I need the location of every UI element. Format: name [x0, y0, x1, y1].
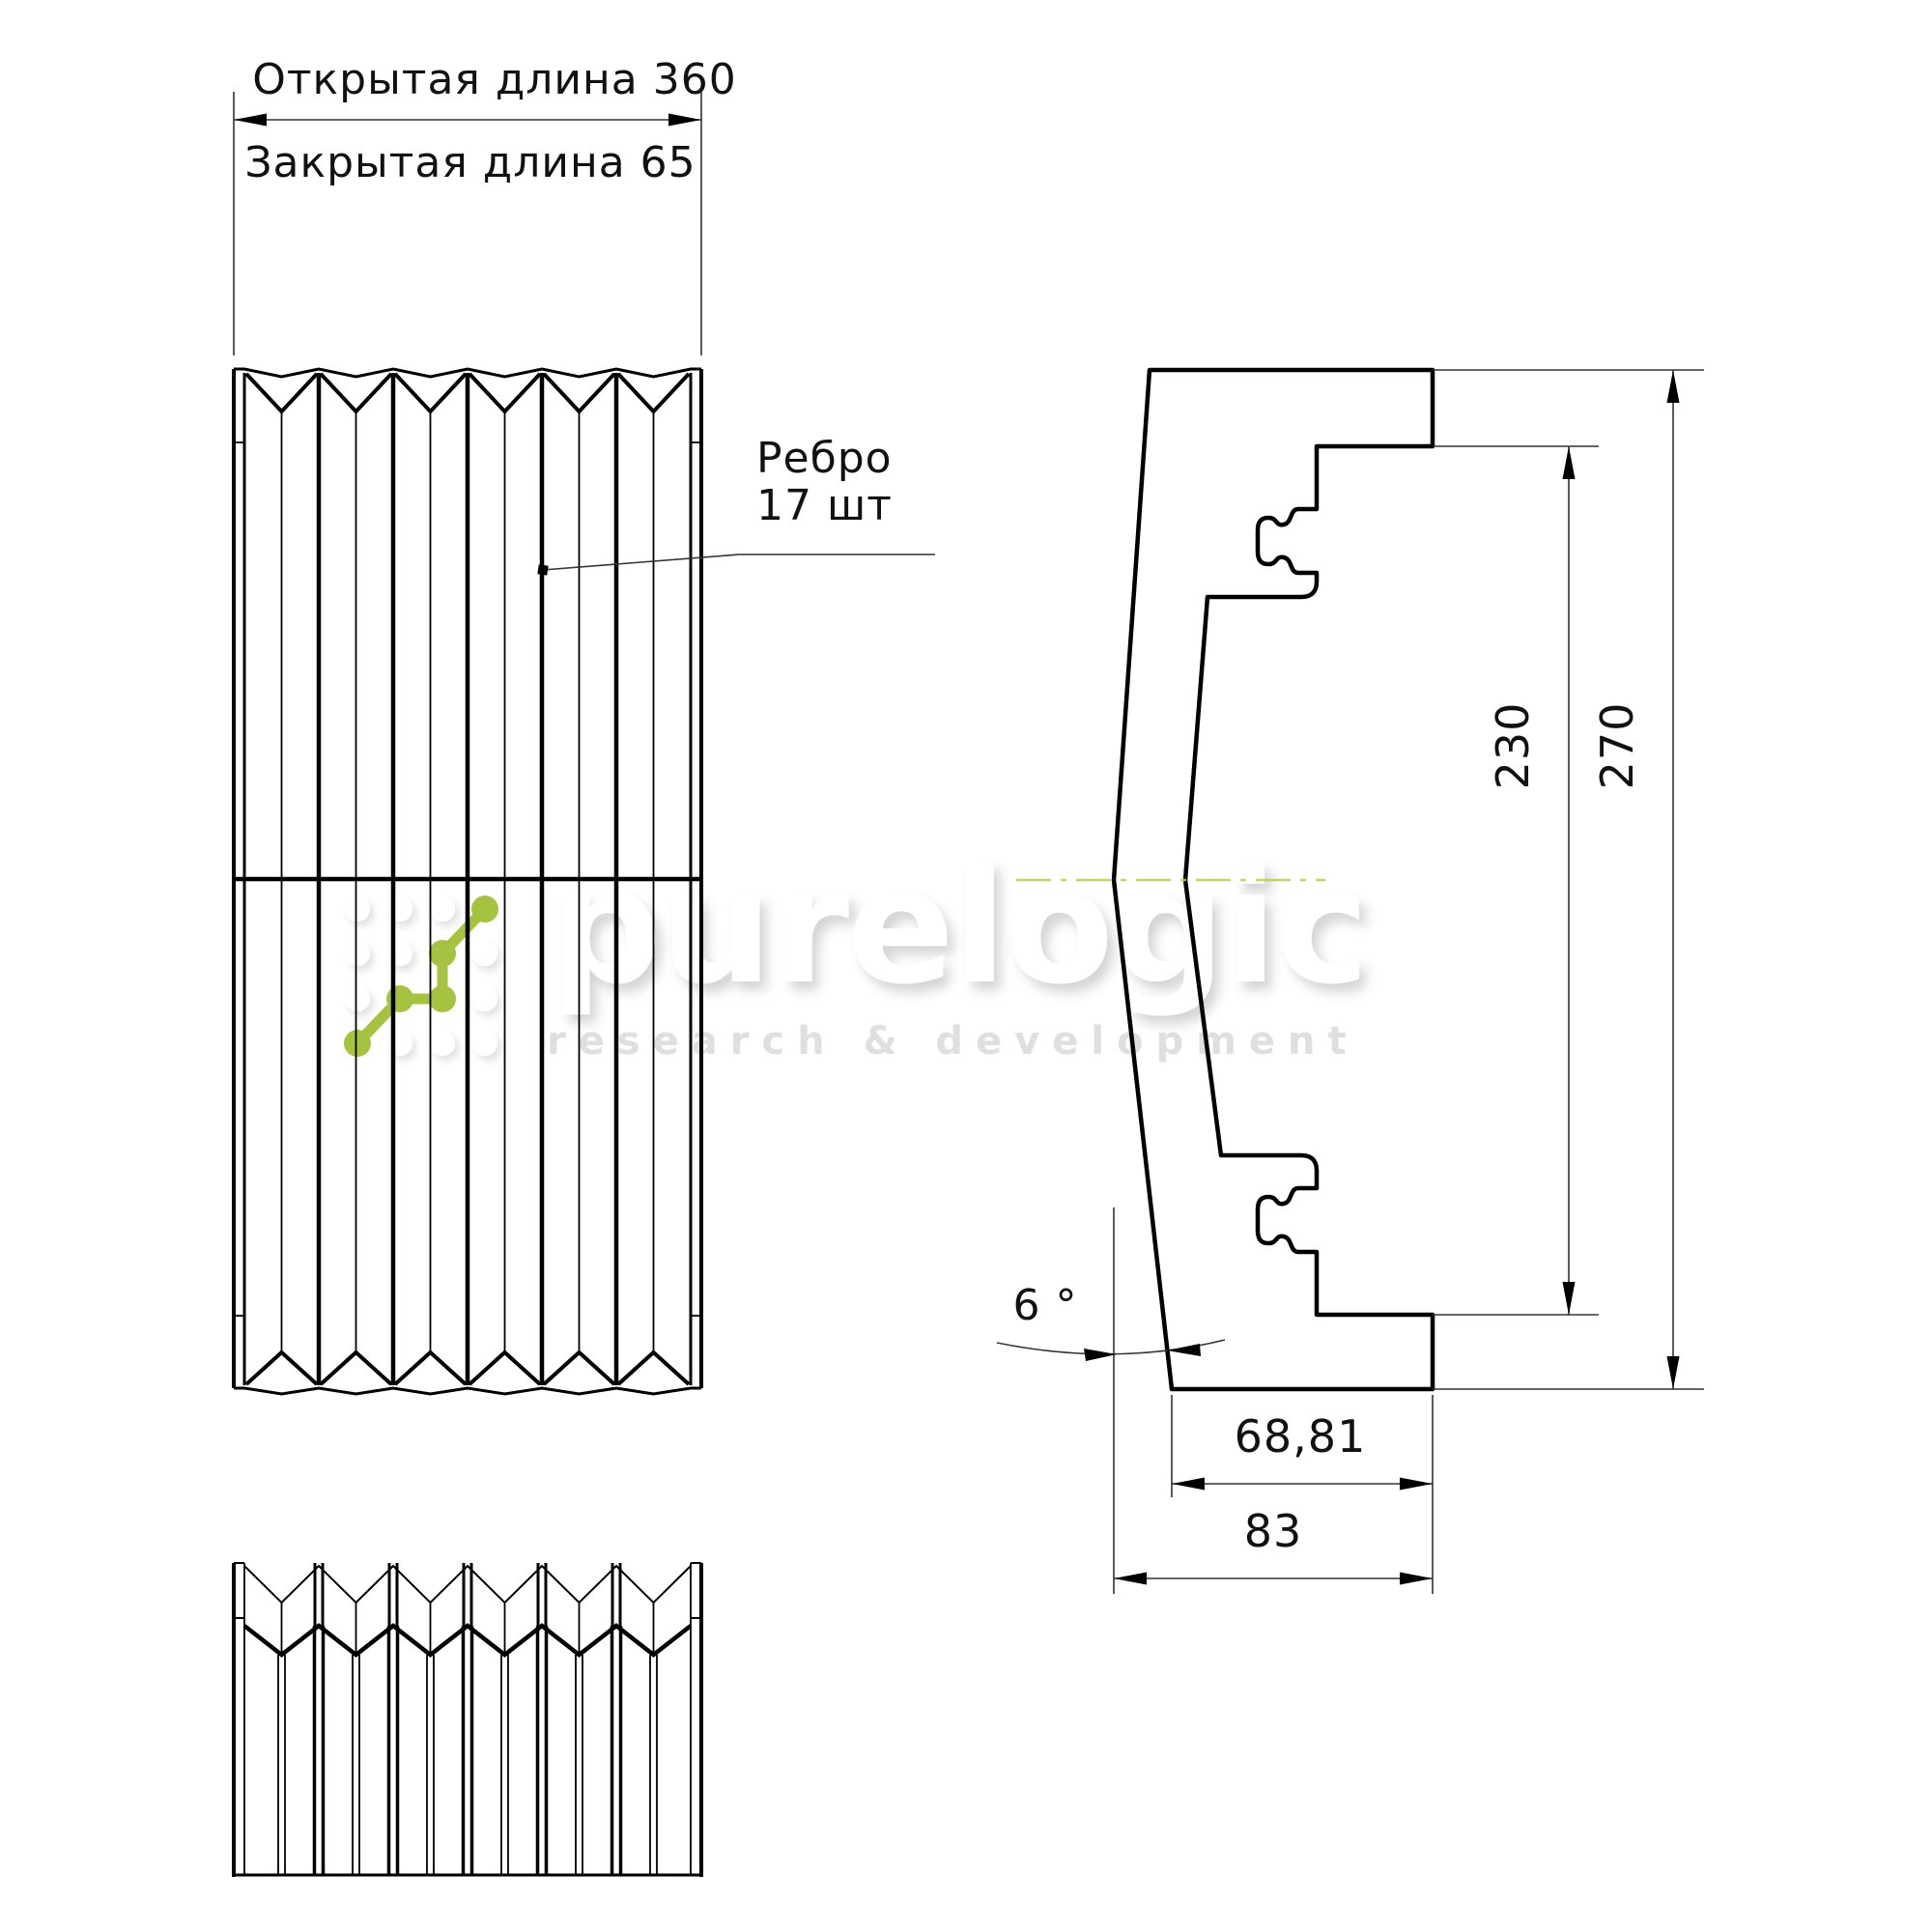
bottom-view-closed-bellows — [234, 1563, 701, 1877]
open-length-dimension — [234, 55, 737, 355]
arrowhead-right-icon — [1400, 1573, 1433, 1585]
arrowhead-down-icon — [1667, 1356, 1680, 1389]
dim-230-text: 230 — [1487, 701, 1539, 790]
arrowhead-left-icon — [1172, 1478, 1205, 1491]
dim-angle-text: 6 ° — [1012, 1281, 1078, 1330]
dim-83-text: 83 — [1243, 1505, 1303, 1557]
logo-trend-icon — [344, 895, 498, 1057]
arrowhead-right-icon — [1400, 1478, 1433, 1491]
watermark-tagline-text: research & development — [547, 1019, 1359, 1064]
dim-270-text: 270 — [1591, 701, 1643, 790]
dim-83 — [1114, 1505, 1433, 1585]
arrowhead-right-icon — [668, 114, 701, 127]
rib-label-line2: 17 шт — [756, 481, 893, 530]
arrowhead-right-icon — [1084, 1349, 1117, 1361]
dim-68-81-text: 68,81 — [1234, 1410, 1367, 1463]
arrowhead-down-icon — [1563, 1282, 1576, 1315]
closed-rib-upper-pairs — [315, 1563, 620, 1626]
open-length-label: Открытая длина 360 — [252, 55, 737, 104]
dim-angle-6deg — [997, 1281, 1225, 1361]
closed-edge-inner-lines — [244, 1563, 691, 1875]
rib-leader-line — [543, 554, 935, 570]
closed-lower-zigzag — [244, 1626, 691, 1655]
closed-rib-lower-pairs — [315, 1626, 621, 1875]
bellows-bottom-edge — [234, 1388, 701, 1394]
rib-callout — [537, 434, 935, 576]
rib-leader-target-icon — [537, 564, 548, 575]
dim-270 — [1591, 370, 1680, 1389]
closed-length-label: Закрытая длина 65 — [244, 138, 696, 187]
arrowhead-left-icon — [1167, 1344, 1201, 1356]
closed-center-upper-lines — [282, 1603, 654, 1655]
dim-68-81 — [1172, 1410, 1433, 1491]
arrowhead-up-icon — [1667, 370, 1680, 403]
rib-label-line1: Ребро — [756, 434, 893, 483]
closed-upper-zigzag — [244, 1566, 691, 1603]
arrowhead-up-icon — [1563, 446, 1576, 479]
watermark — [344, 835, 1368, 1064]
arrowhead-left-icon — [234, 114, 267, 127]
watermark-brand-text: purelogic — [549, 835, 1368, 1019]
arrowhead-left-icon — [1114, 1573, 1147, 1585]
side-view-profile — [1016, 370, 1433, 1389]
closed-center-lower-pairs — [278, 1655, 657, 1875]
dim-230 — [1487, 446, 1576, 1315]
open-length-extension-lines — [234, 92, 701, 355]
closed-edge-tops-and-ticks — [234, 1563, 701, 1618]
closed-outer-edges — [234, 1563, 701, 1877]
